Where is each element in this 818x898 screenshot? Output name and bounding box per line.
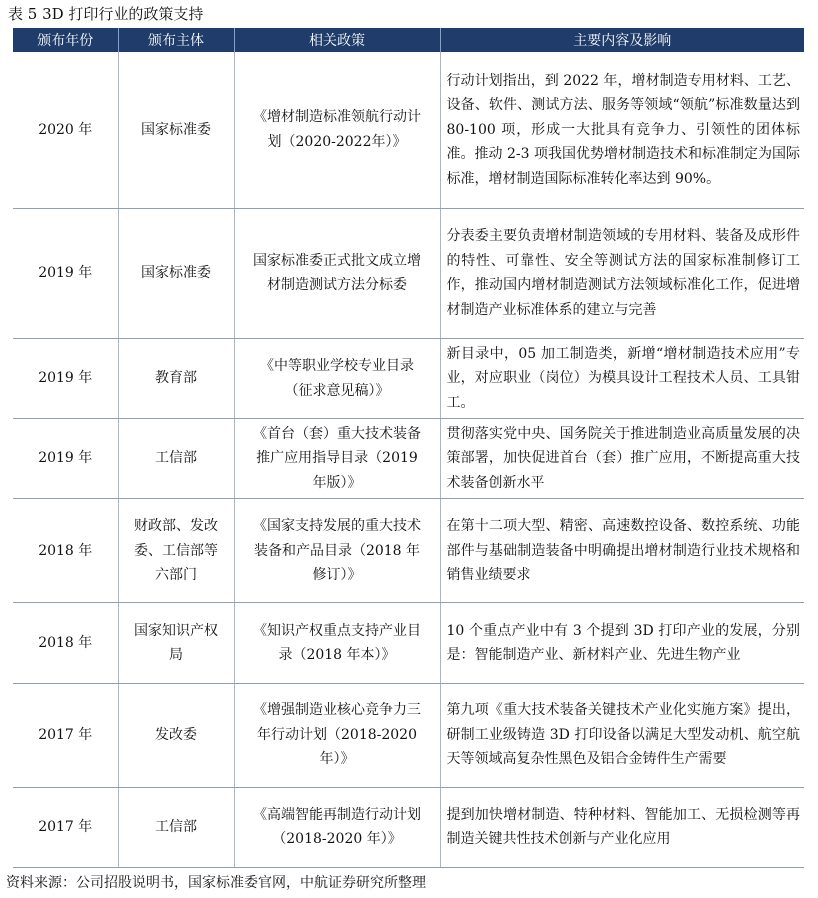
header-issuer: 颁布主体 [118, 28, 234, 52]
policy-table [13, 28, 804, 868]
cell-issuer: 国家标准委 [118, 52, 234, 208]
cell-year: 2017 年 [13, 787, 118, 867]
source-note: 资料来源：公司招股说明书，国家标准委官网，中航证券研究所整理 [6, 875, 426, 891]
table-row [13, 787, 804, 867]
cell-issuer: 国家知识产权局 [118, 603, 234, 683]
cell-policy: 《增材制造标准领航行动计划（2020-2022年）》 [234, 52, 440, 208]
cell-issuer: 发改委 [118, 683, 234, 787]
cell-year: 2019 年 [13, 339, 118, 419]
cell-year: 2019 年 [13, 419, 118, 499]
table-row [13, 208, 804, 338]
cell-issuer: 教育部 [118, 339, 234, 419]
cell-policy: 《知识产权重点支持产业目录（2018 年本）》 [234, 603, 440, 683]
cell-policy: 《首台（套）重大技术装备推广应用指导目录（2019 年版）》 [234, 419, 440, 499]
cell-policy: 国家标准委正式批文成立增材制造测试方法分标委 [234, 208, 440, 338]
table-header [13, 28, 804, 52]
cell-policy: 《中等职业学校专业目录（征求意见稿）》 [234, 339, 440, 419]
cell-issuer: 工信部 [118, 419, 234, 499]
table-row [13, 603, 804, 683]
cell-content: 行动计划指出，到 2022 年，增材制造专用材料、工艺、设备、软件、测试方法、服务等领域“领航”标准数量达到 80-100 项，形成一大批具有竞争力、引领性的团体标准。推动 2-3 项我国优势增材制造技术和标准制定为国际标准，增材制造国际标准转化率达到 90%。 [440, 52, 804, 208]
table-row [13, 419, 804, 499]
table-row [13, 339, 804, 419]
table-row [13, 683, 804, 787]
table-caption: 表 5 3D 打印行业的政策支持 [8, 5, 204, 23]
cell-year: 2019 年 [13, 208, 118, 338]
table-row [13, 52, 804, 208]
cell-content: 在第十二项大型、精密、高速数控设备、数控系统、功能部件与基础制造装备中明确提出增材制造行业技术规格和销售业绩要求 [440, 499, 804, 603]
cell-year: 2017 年 [13, 683, 118, 787]
cell-policy: 《增强制造业核心竞争力三年行动计划（2018-2020 年）》 [234, 683, 440, 787]
cell-issuer: 财政部、发改委、工信部等六部门 [118, 499, 234, 603]
header-policy: 相关政策 [234, 28, 440, 52]
cell-year: 2020 年 [13, 52, 118, 208]
table-body [13, 52, 804, 868]
header-row [13, 28, 804, 52]
cell-content: 第九项《重大技术装备关键技术产业化实施方案》提出，研制工业级铸造 3D 打印设备以满足大型发动机、航空航天等领域高复杂性黑色及铝合金铸件生产需要 [440, 683, 804, 787]
table-row [13, 499, 804, 603]
header-content: 主要内容及影响 [440, 28, 804, 52]
cell-content: 贯彻落实党中央、国务院关于推进制造业高质量发展的决策部署，加快促进首台（套）推广应用，不断提高重大技术装备创新水平 [440, 419, 804, 499]
cell-year: 2018 年 [13, 499, 118, 603]
cell-issuer: 国家标准委 [118, 208, 234, 338]
cell-issuer: 工信部 [118, 787, 234, 867]
cell-policy: 《国家支持发展的重大技术装备和产品目录（2018 年修订）》 [234, 499, 440, 603]
cell-content: 新目录中，05 加工制造类，新增“增材制造技术应用”专业，对应职业（岗位）为模具设计工程技术人员、工具钳工。 [440, 339, 804, 419]
header-year: 颁布年份 [13, 28, 118, 52]
cell-content: 提到加快增材制造、特种材料、智能加工、无损检测等再制造关键共性技术创新与产业化应用 [440, 787, 804, 867]
cell-year: 2018 年 [13, 603, 118, 683]
cell-policy: 《高端智能再制造行动计划（2018-2020 年）》 [234, 787, 440, 867]
cell-content: 分表委主要负责增材制造领域的专用材料、装备及成形件的特性、可靠性、安全等测试方法的国家标准制修订工作，推动国内增材制造测试方法领域标准化工作，促进增材制造产业标准体系的建立与完善 [440, 208, 804, 338]
cell-content: 10 个重点产业中有 3 个提到 3D 打印产业的发展，分别是：智能制造产业、新材料产业、先进生物产业 [440, 603, 804, 683]
